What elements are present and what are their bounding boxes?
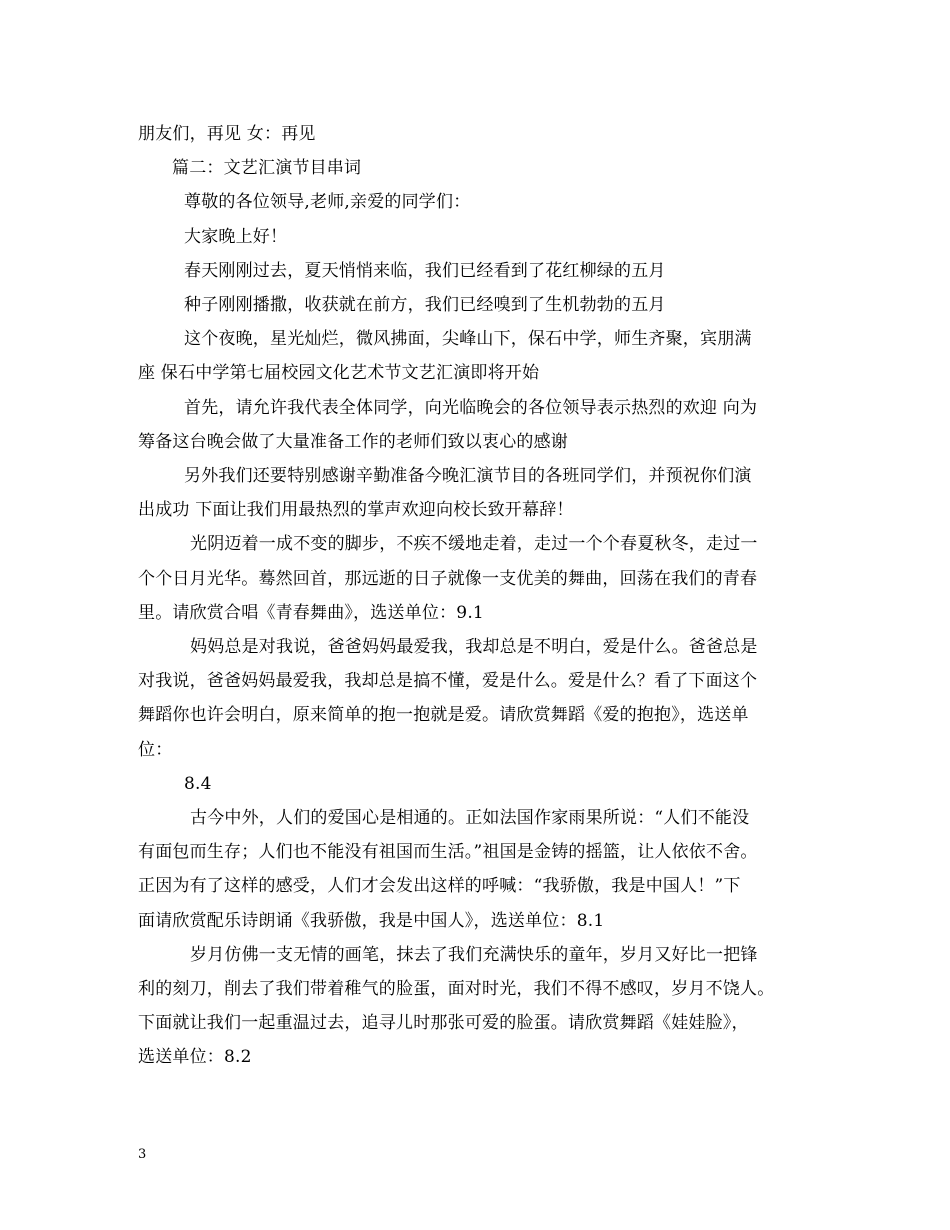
text-line: 筹备这台晚会做了大量准备工作的老师们致以衷心的感谢 <box>138 431 568 452</box>
text-line: 出成功 下面让我们用最热烈的掌声欢迎向校长致开幕辞！ <box>138 500 574 521</box>
text-line: 选送单位：8.2 <box>138 1047 252 1068</box>
text-line: 妈妈总是对我说，爸爸妈妈最爱我，我却总是不明白，爱是什么。爸爸总是 <box>190 637 758 658</box>
text-line: 朋友们，再见 女：再见 <box>138 124 316 144</box>
text-line: 有面包而生存；人们也不能没有祖国而生活。”祖国是金铸的摇篮，让人依依不舍。 <box>138 842 758 863</box>
text-line: 尊敬的各位领导,老师,亲爱的同学们： <box>184 192 471 213</box>
text-line: 舞蹈你也许会明白，原来简单的抱一抱就是爱。请欣赏舞蹈《爱的抱抱》，选送单 <box>138 705 749 726</box>
text-line: 正因为有了这样的感受，人们才会发出这样的呼喊：“我骄傲，我是中国人！”下 <box>138 876 741 897</box>
text-line: 古今中外，人们的爱国心是相通的。正如法国作家雨果所说：“人们不能没 <box>190 808 750 829</box>
text-line: 种子刚刚播撒，收获就在前方，我们已经嗅到了生机勃勃的五月 <box>184 295 666 316</box>
text-line: 首先，请允许我代表全体同学，向光临晚会的各位领导表示热烈的欢迎 向为 <box>184 397 758 418</box>
text-line: 下面就让我们一起重温过去，追寻儿时那张可爱的脸蛋。请欣赏舞蹈《娃娃脸》， <box>138 1013 749 1034</box>
text-line: 里。请欣赏合唱《青春舞曲》，选送单位：9.1 <box>138 602 484 623</box>
document-body <box>138 117 818 1075</box>
text-line: 个个日月光华。蓦然回首，那远逝的日子就像一支优美的舞曲，回荡在我们的青春 <box>138 568 758 589</box>
text-line: 岁月仿佛一支无情的画笔，抹去了我们充满快乐的童年，岁月又好比一把锋 <box>190 944 758 965</box>
text-line: 另外我们还要特别感谢辛勤准备今晚汇演节目的各班同学们，并预祝你们演 <box>184 466 752 487</box>
text-line: 春天刚刚过去，夏天悄悄来临，我们已经看到了花红柳绿的五月 <box>184 260 666 281</box>
text-line: 这个夜晚，星光灿烂，微风拂面，尖峰山下，保石中学，师生齐聚，宾朋满 <box>184 329 752 350</box>
section-heading: 篇二：文艺汇演节目串词 <box>172 158 362 179</box>
text-line: 8.4 <box>184 773 212 794</box>
text-line: 大家晚上好！ <box>184 226 288 247</box>
text-line: 光阴迈着一成不变的脚步，不疾不缓地走着，走过一个个春夏秋冬，走过一 <box>190 534 758 555</box>
text-line: 对我说，爸爸妈妈最爱我，我却总是搞不懂，爱是什么。爱是什么？看了下面这个 <box>138 671 758 692</box>
text-line: 利的刻刀，削去了我们带着稚气的脸蛋，面对时光，我们不得不感叹，岁月不饶人。 <box>138 979 775 1000</box>
page-number: 3 <box>138 1147 147 1162</box>
text-line: 位： <box>138 739 173 760</box>
text-line: 面请欣赏配乐诗朗诵《我骄傲，我是中国人》，选送单位：8.1 <box>138 910 605 931</box>
text-line: 座 保石中学第七届校园文化艺术节文艺汇演即将开始 <box>138 363 540 384</box>
